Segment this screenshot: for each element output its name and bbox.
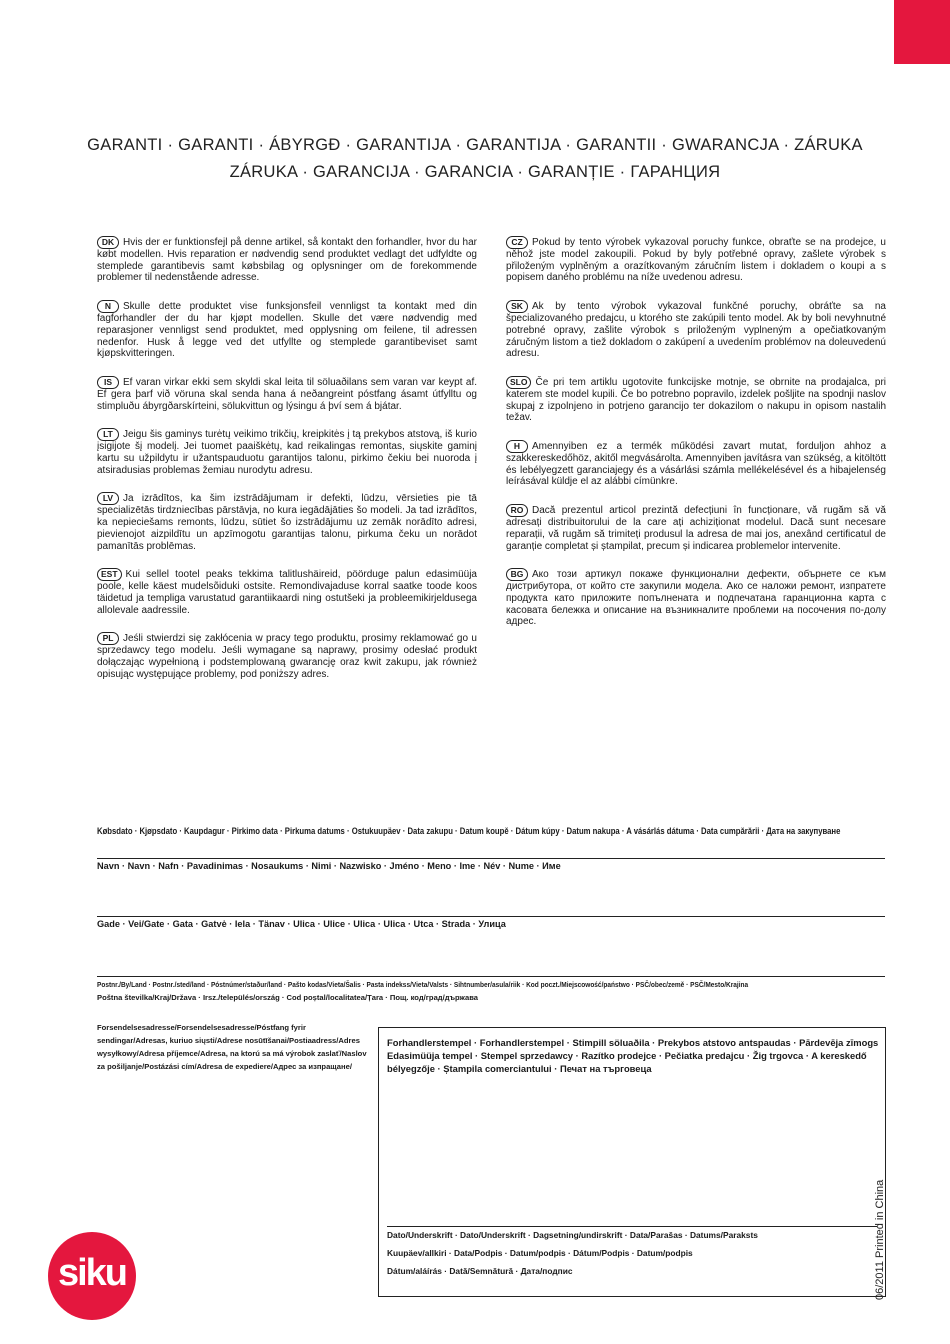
left-column: [97, 236, 477, 696]
warranty-paragraph-dk: DK Hvis der er funktionsfejl på denne artikel, så kontakt den forhandler, hvor du har købt modellen. Hvis reparation er nødvendig send produktet vedlagt det udfyldte og stemplede garantibevis samt købsbilag og oplysninger om de forekommende problemer til nedenstående adresse.: [97, 237, 477, 284]
street-line[interactable]: [97, 976, 885, 977]
name-label: Navn · Navn · Nafn · Pavadinimas · Nosaukums · Nimi · Nazwisko · Jméno · Meno · Ime · Név · Nume · Име: [97, 861, 561, 871]
name-line[interactable]: [97, 916, 885, 917]
country-badge-n: N: [97, 300, 119, 313]
signature-label-3: Dátum/aláírás · Datǎ/Semnǎturǎ · Дата/подпис: [387, 1266, 573, 1276]
country-badge-ro: RO: [506, 504, 528, 517]
warranty-paragraph-is: IS Ef varan virkar ekki sem skyldi skal leita til söluaðilans sem varan var keypt af. Ef gera þarf við vöruna skal senda hana á neðangreint póstfang ásamt útfylltu og stimpluðu ábyrgðarskírteini, sölukvittun og lýsingu á því sem á bjátar.: [97, 376, 477, 412]
warranty-paragraph-ro: RO Dacă prezentul articol prezintă defecțiuni în funcționare, vă rugăm să vă adresați distribuitorului de la care ați achiziționat modelul. Dacă sunt necesare reparații, vă rugăm să trimiteți produsul la adresa de mai jos, anexând certificatul de garanție completat și ștampilat, precum și indicarea problemelor intervenite.: [506, 505, 886, 552]
country-badge-lv: LV: [97, 492, 119, 505]
country-badge-cz: CZ: [506, 236, 528, 249]
postal-label-line-2: Poštna številka/Kraj/Država · Irsz./település/ország · Cod poștal/localitatea/Țara · Пощ. код/град/държава: [97, 993, 479, 1002]
warranty-paragraph-pl: PL Jeśli stwierdzi się zakłócenia w pracy tego produktu, prosimy reklamować go u sprzedawcy tego modelu. Jeśli wymagane są naprawy, prosimy odesłać produkt dołączając wypełnioną i podstemplowaną gwarancję oraz kwit zakupu, jak również opisując występujące problemy, pod poniższy adres.: [97, 633, 477, 680]
warranty-paragraph-cz: CZ Pokud by tento výrobek vykazoval poruchy funkce, obraťte se na prodejce, u něhož jste model zakoupili. Pokud by byly potřebné opravy, zašlete výrobek s přiloženým vyplněným a orazítkovaným záručním listem i dokladem o koupi a s popisem daného problému na níže uvedenou adresu.: [506, 237, 886, 284]
dealer-stamp-box[interactable]: [378, 1027, 886, 1297]
purchase-date-line[interactable]: [97, 858, 885, 859]
signature-label-1: Dato/Underskrift · Dato/Underskrift · Dagsetning/undirskrift · Data/Parašas · Datums/Paraksts: [387, 1230, 758, 1240]
country-badge-slo: SLO: [506, 376, 531, 389]
postal-label-line-1: Postnr./By/Land · Postnr./sted/land · Póstnúmer/staður/land · Pašto kodas/Vieta/Šalis · Pasta indekss/Vieta/Valsts · Sihtnumber/asula/riik · Kod poczt./Miejscowość/państwo · PSČ/obec/země · PSČ/Mesto/Krajina: [97, 980, 749, 989]
warranty-paragraph-bg: BG Ако този артикул покаже функционални дефекти, обърнете се към дистрибутора, от който сте закупили модела. Ако се наложи ремонт, изпратете продукта като приложите попълнената и подпечатана гаранционна карта с касовата бележка и описание на възникналите проблеми на посочения по-долу адрес.: [506, 569, 886, 628]
signature-label-2: Kuupäev/allkiri · Data/Podpis · Datum/podpis · Dátum/Podpis · Datum/podpis: [387, 1248, 693, 1258]
return-address-label: Forsendelsesadresse/Forsendelsesadresse/Póstfang fyrir sendingar/Adresas, kuriuo siųsti/Adrese nosūtīšanai/Postiaadress/Adres wysyłkowy/Adresa příjemce/Adresa, na ktorú sa má výrobok zaslať/Naslov za pošiljanje/Postázási cím/Adresa de expediere/Адрес за изпращане/: [97, 1023, 367, 1071]
warranty-paragraph-lv: LV Ja izrādītos, ka šim izstrādājumam ir defekti, lūdzu, vērsieties pie tā specializētās tirdzniecības pārstāvja, no kura iegādājāties šo modeli. Ja tad izrādītos, ka nepieciešams remonts, lūdzu, sūtiet šo izstrādājumu uz zemāk norādīto adresi, pievienojot aizpildītu un apzīmogotu garantijas talonu, pirkuma čeku un norādot pamanītās problēmas.: [97, 493, 477, 552]
warranty-paragraph-sk: SK Ak by tento výrobok vykazoval funkčné poruchy, obráťte sa na špecializovaného predajcu, u ktorého ste zakúpili tento model. Ak by boli nevyhnutné potrebné opravy, zašlite výrobok s priloženým vyplneným a opečiatkovaným záručným listom a tiež dokladom o zakúpení a uvedením problémov na doleuvedenú adresu.: [506, 301, 886, 360]
country-badge-sk: SK: [506, 300, 528, 313]
purchase-date-label: Købsdato · Kjøpsdato · Kaupdagur · Pirkimo data · Pirkuma datums · Ostukuupäev · Data zakupu · Datum koupě · Dátum kúpy · Datum nakupa · A vásárlás dátuma · Data cumpărării · Дата на закупуване: [97, 826, 841, 836]
street-label: Gade · Vei/Gate · Gata · Gatvė · Iela · Tänav · Ulica · Ulice · Ulica · Ulica · Utca · Strada · Улица: [97, 919, 506, 929]
siku-logo: [48, 1232, 136, 1320]
country-badge-lt: LT: [97, 428, 119, 441]
country-badge-dk: DK: [97, 236, 119, 249]
warranty-paragraph-slo: SLO Če pri tem artiklu ugotovite funkcijske motnje, se obrnite na prodajalca, pri katerem ste model kupili. Če bo potrebno popravilo, izdelek pošljite na spodnji naslov skupaj z izpolnjeno in potrjeno garancijo ter dokazilom o nakupu in opisom nastalih težav.: [506, 376, 886, 424]
warranty-paragraph-n: N Skulle dette produktet vise funksjonsfeil vennligst ta kontakt med din fagforhandler der du har kjøpt modellen. Skulle det være nødvendig med reparasjoner vennligst send produktet, med opplysning om feilene, til adressen nedenfor. Husk å legge ved det utfyllte og stemplede garantibeviset samt kjøpskvitteringen.: [97, 301, 477, 360]
country-badge-bg: BG: [506, 568, 528, 581]
signature-line[interactable]: [387, 1226, 877, 1227]
right-column: [506, 236, 886, 644]
corner-tab: [894, 0, 950, 64]
warranty-paragraph-h: H Amennyiben ez a termék működési zavart mutat, forduljon ahhoz a szakkereskedőhöz, akitől megvásárolta. Amennyiben javításra van szükség, a kitöltött és lebélyegzett garanciajegy és a vásárlási számla mellékelésével és a hibajelenség leírásával küldje el az alábbi címünkre.: [506, 441, 886, 488]
country-badge-est: EST: [97, 568, 122, 581]
title-line-2: ZÁRUKA · GARANCIJA · GARANCIA · GARANȚIE · ГАРАНЦИЯ: [229, 163, 721, 181]
warranty-paragraph-lt: LT Jeigu šis gaminys turėtų veikimo trikčių, kreipkitės į tą prekybos atstovą, iš kurio įsigijote šį modelį. Jei tuomet paaiškėtų, kad reikalingas remontas, siųskite gaminį kartu su užpildytu ir užantspauduotu garantijos talonu, pirkimo čekiu bei nuoroda į atsiradusias problemas žemiau nurodytu adresu.: [97, 429, 477, 476]
warranty-paragraph-est: EST Kui sellel tootel peaks tekkima talitlushäireid, pöörduge palun edasimüüja poole, kelle käest mudelsõiduki ostsite. Remondivajaduse korral saatke toode koos täidetud ja templiga varustatud garantiikaardi ning ostutšeki ja probleemikirjeldusega allolevale aadressile.: [97, 569, 477, 616]
title-line-1: GARANTI · GARANTI · ÁBYRGÐ · GARANTIJA · GARANTIJA · GARANTII · GWARANCJA · ZÁRUKA: [87, 136, 863, 154]
print-date-note: 06/2011 Printed in China: [874, 1179, 886, 1300]
dealer-stamp-label: Forhandlerstempel · Forhandlerstempel · Stimpill söluaðila · Prekybos atstovo antspaudas · Pārdevēja zīmogs Edasimüüja tempel · Stempel sprzedawcy · Razítko prodejce · Pečiatka predajcu · Žig trgovca · A kereskedő bélyegzője · Ștampila comerciantului · Печат на търговеца: [387, 1037, 879, 1074]
country-badge-h: H: [506, 440, 528, 453]
country-badge-is: IS: [97, 376, 119, 389]
siku-logo-text: siku: [57, 1252, 127, 1294]
country-badge-pl: PL: [97, 632, 119, 645]
